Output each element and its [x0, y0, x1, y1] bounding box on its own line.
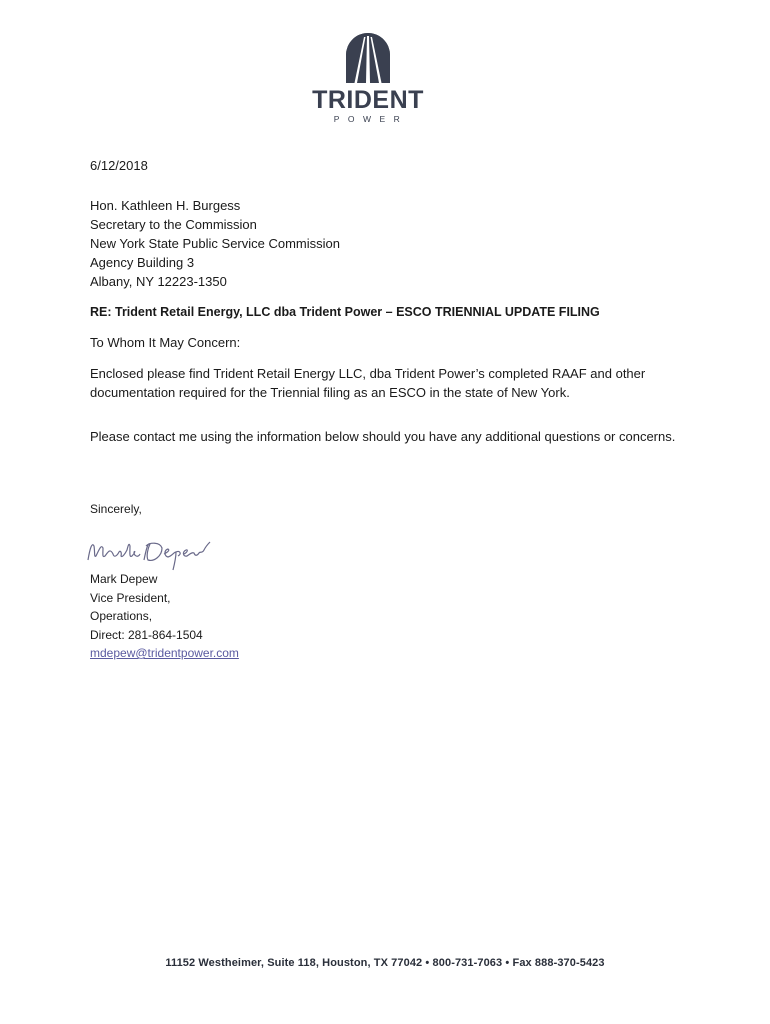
signer-title: Vice President,: [90, 590, 171, 605]
signer-phone: Direct: 281-864-1504: [90, 627, 203, 642]
body-paragraph-2: Please contact me using the information below should you have any additional questions or concerns.: [90, 429, 676, 444]
letterhead-footer: 11152 Westheimer, Suite 118, Houston, TX 77042 • 800-731-7063 • Fax 888-370-5423: [165, 957, 605, 969]
letter-date: 6/12/2018: [90, 158, 148, 173]
logo-subtitle: POWER: [333, 114, 409, 124]
body-paragraph-1: Enclosed please find Trident Retail Energy LLC, dba Trident Power’s completed RAAF and other documentation required for the Triennial filing as an ESCO in the state of New York.: [90, 366, 646, 400]
recipient-address: [90, 196, 340, 291]
signature-block: [90, 570, 239, 663]
recipient-name: Hon. Kathleen H. Burgess: [90, 198, 241, 213]
handwritten-signature: [84, 532, 234, 572]
recipient-city: Albany, NY 12223-1350: [90, 274, 227, 289]
signer-email-link[interactable]: mdepew@tridentpower.com: [90, 646, 239, 660]
logo-wordmark: TRIDENT: [312, 86, 424, 114]
closing: Sincerely,: [90, 502, 142, 516]
signer-name: Mark Depew: [90, 572, 158, 586]
recipient-organization: New York State Public Service Commission: [90, 236, 340, 251]
recipient-building: Agency Building 3: [90, 255, 195, 270]
company-logo: [298, 32, 438, 132]
trident-logo-icon: [345, 32, 391, 84]
subject-line: RE: Trident Retail Energy, LLC dba Trident Power – ESCO TRIENNIAL UPDATE FILING: [90, 305, 600, 319]
signer-department: Operations,: [90, 609, 153, 623]
recipient-title: Secretary to the Commission: [90, 217, 257, 232]
salutation: To Whom It May Concern:: [90, 335, 241, 350]
